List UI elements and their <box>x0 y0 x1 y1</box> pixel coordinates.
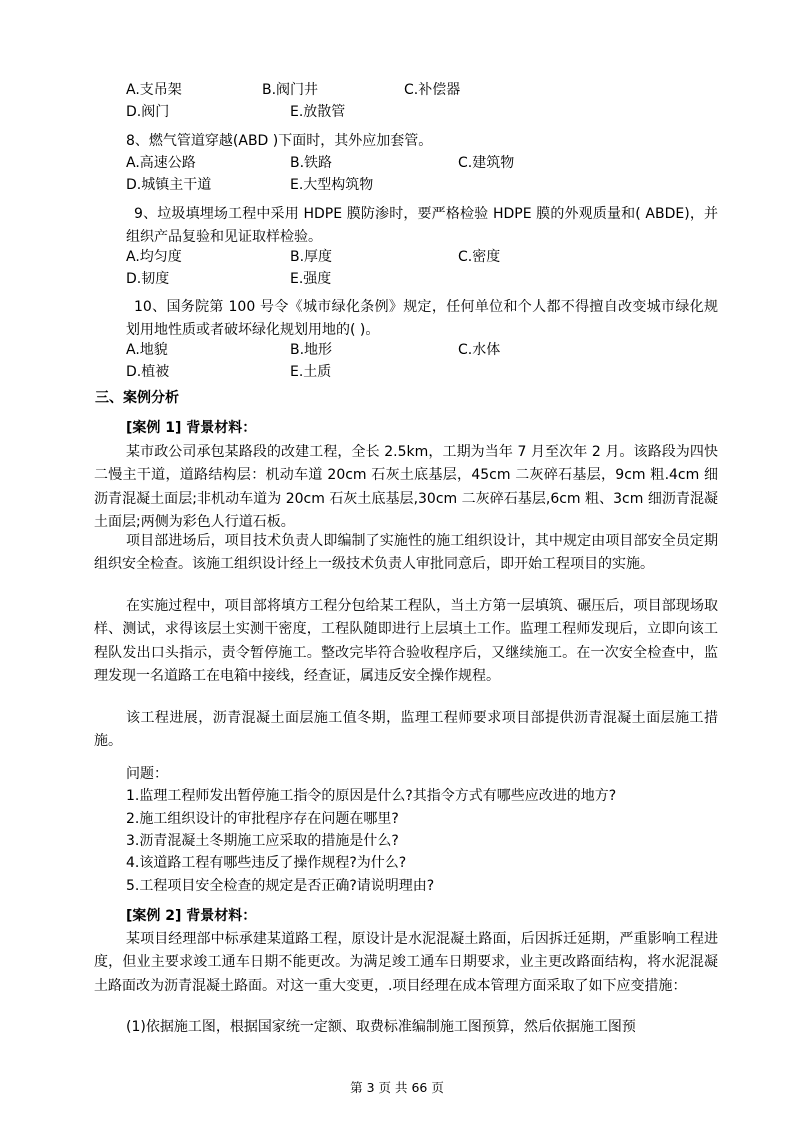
case1-question-3: 3.沥青混凝土冬期施工应采取的措施是什么? <box>126 833 399 849</box>
case1-questions-label: 问题： <box>126 766 168 782</box>
page-number-footer: 第 3 页 共 66 页 <box>350 1080 444 1095</box>
case1-paragraph-1: 某市政公司承包某路段的改建工程，全长 2.5km，工期为当年 7 月至次年 2 月。该路段为四快二慢主干道，道路结构层：机动车道 20cm 石灰土底基层，45cm 二灰碎石基层，9cm 粗.4cm 细沥青混凝土面层;非机动车道为 20cm 石灰土底基层,30cm 二灰碎石基层,6cm 粗、3cm 细沥青混凝土面层;两侧为彩色人行道石板。 <box>94 444 718 531</box>
q9-option-c: C.密度 <box>458 249 501 265</box>
case1-paragraph-3: 在实施过程中，项目部将填方工程分包给某工程队，当土方第一层填筑、碾压后，项目部现场取样、测试，求得该层土实测干密度，工程队随即进行上层填土工作。监理工程师发现后，立即向该工程队发出口头指示，责令暂停施工。整改完毕符合验收程序后，又继续施工。在一次安全检查中，监理发现一名道路工在电箱中接线，经查证，属违反安全操作规程。 <box>94 598 718 685</box>
case1-question-1: 1.监理工程师发出暂停施工指令的原因是什么?其指令方式有哪些应改进的地方? <box>126 788 617 804</box>
q8-option-a: A.高速公路 <box>126 155 196 171</box>
q10-option-b: B.地形 <box>290 342 333 358</box>
q9-option-a: A.均匀度 <box>126 249 182 265</box>
q8-stem: 8、燃气管道穿越(ABD )下面时，其外应加套管。 <box>126 133 433 149</box>
q10-option-e: E.土质 <box>290 364 332 380</box>
case1-question-5: 5.工程项目安全检查的规定是否正确?请说明理由? <box>126 878 435 894</box>
q8-option-b: B.铁路 <box>290 155 333 171</box>
case1-paragraph-4: 该工程进展，沥青混凝土面层施工值冬期，监理工程师要求项目部提供沥青混凝土面层施工措施。 <box>94 710 718 750</box>
q7-option-d: D.阀门 <box>126 104 170 120</box>
case1-heading: [案例 1] 背景材料： <box>126 420 257 436</box>
q8-option-e: E.大型构筑物 <box>290 177 374 193</box>
q9-option-e: E.强度 <box>290 271 332 287</box>
q10-stem: 10、国务院第 100 号令《城市绿化条例》规定，任何单位和个人都不得擅自改变城市绿化规划用地性质或者破坏绿化规划用地的( )。 <box>126 299 718 339</box>
q8-option-c: C.建筑物 <box>458 155 515 171</box>
q7-option-e: E.放散管 <box>290 104 346 120</box>
case2-heading: [案例 2] 背景材料： <box>126 908 257 924</box>
case1-question-2: 2.施工组织设计的审批程序存在问题在哪里? <box>126 811 399 827</box>
q10-option-a: A.地貌 <box>126 342 168 358</box>
q7-option-b: B.阀门井 <box>262 82 319 98</box>
q10-option-c: C.水体 <box>458 342 501 358</box>
q8-option-d: D.城镇主干道 <box>126 177 212 193</box>
case2-paragraph-1: 某项目经理部中标承建某道路工程，原设计是水泥混凝土路面，后因拆迁延期，严重影响工程进度，但业主要求竣工通车日期不能更改。为满足竣工通车日期要求，业主更改路面结构，将水泥混凝土路面改为沥青混凝土路面。对这一重大变更，.项目经理在成本管理方面采取了如下应变措施： <box>94 931 718 994</box>
case2-paragraph-2: (1)依据施工图，根据国家统一定额、取费标准编制施工图预算，然后依据施工图预 <box>126 1019 636 1035</box>
q9-option-d: D.韧度 <box>126 271 170 287</box>
q9-stem: 9、垃圾填埋场工程中采用 HDPE 膜防渗时，要严格检验 HDPE 膜的外观质量和( ABDE)，并组织产品复验和见证取样检验。 <box>126 206 718 246</box>
q10-option-d: D.植被 <box>126 364 170 380</box>
q7-option-c: C.补偿器 <box>404 82 461 98</box>
section-heading: 三、案例分析 <box>95 390 179 406</box>
q9-option-b: B.厚度 <box>290 249 333 265</box>
case1-paragraph-2: 项目部进场后，项目技术负责人即编制了实施性的施工组织设计，其中规定由项目部安全员定期组织安全检查。该施工组织设计经上一级技术负责人审批同意后，即开始工程项目的实施。 <box>94 533 718 573</box>
case1-question-4: 4.该道路工程有哪些违反了操作规程?为什么? <box>126 855 407 871</box>
q7-option-a: A.支吊架 <box>126 82 182 98</box>
